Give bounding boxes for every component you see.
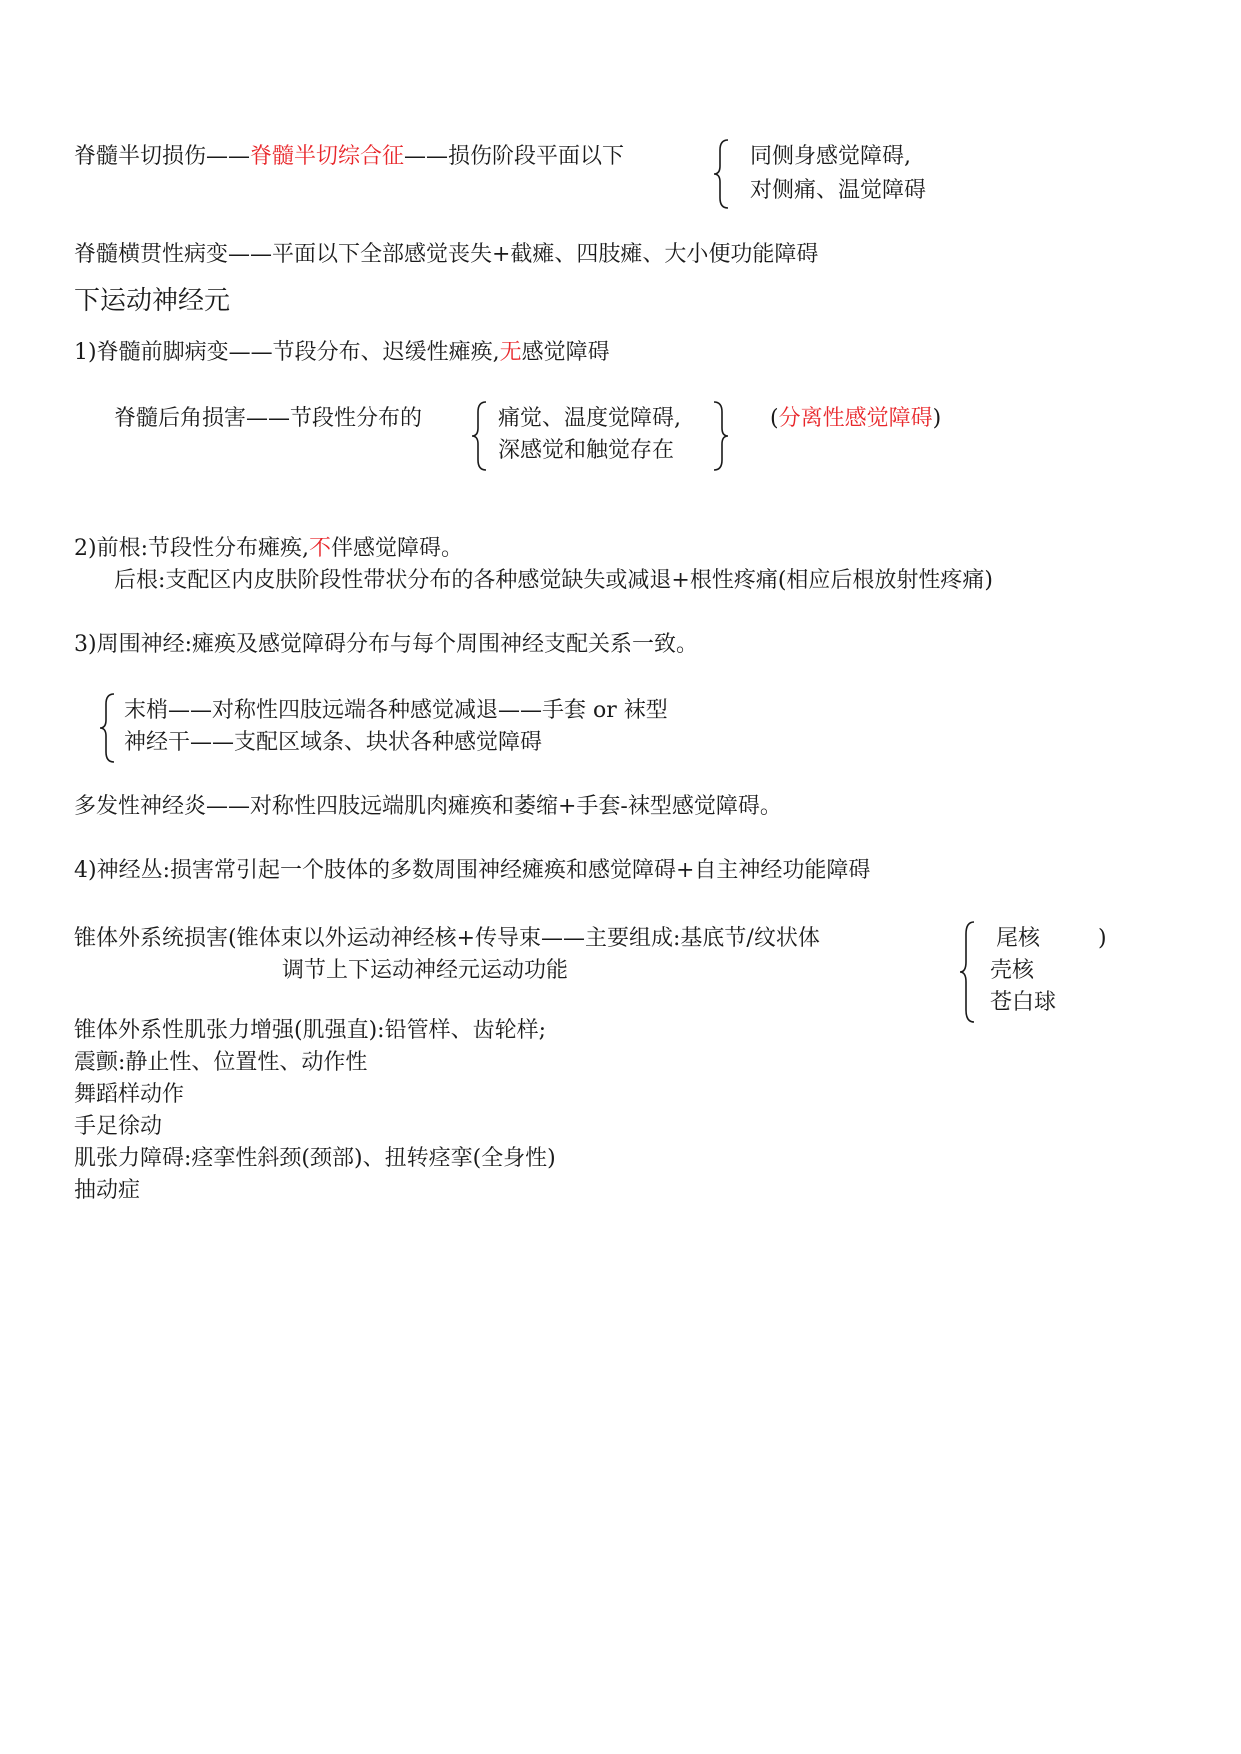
item-4-line: 4)神经丛:损害常引起一个肢体的多数周围神经瘫痪和感觉障碍+自主神经功能障碍 — [74, 858, 871, 883]
anterior-horn-text: 1)脊髓前脚病变——节段分布、迟缓性瘫痪, — [74, 340, 500, 365]
dissociated-sensory-term: 分离性感觉障碍 — [778, 406, 933, 431]
hemisection-line — [74, 142, 624, 172]
hemisection-level-text: ——损伤阶段平面以下 — [404, 144, 625, 169]
basal-ganglia-close-paren: ) — [1098, 926, 1107, 951]
peripheral-item-2: 神经干——支配区域条、块状各种感觉障碍 — [124, 730, 543, 755]
posterior-horn-brace-right — [712, 400, 732, 472]
anterior-horn-sensory: 感觉障碍 — [521, 340, 610, 365]
polyneuritis-line: 多发性神经炎——对称性四肢远端肌肉瘫痪和萎缩+手套-袜型感觉障碍。 — [74, 794, 782, 819]
brown-sequard-term: 脊髓半切综合征 — [250, 144, 405, 169]
transverse-lesion-line: 脊髓横贯性病变——平面以下全部感觉丧失+截瘫、四肢瘫、大小便功能障碍 — [74, 242, 819, 267]
symptom-item-2: 震颤:静止性、位置性、动作性 — [74, 1050, 368, 1075]
symptom-item-4: 手足徐动 — [74, 1114, 163, 1139]
symptom-item-5: 肌张力障碍:痉挛性斜颈(颈部)、扭转痉挛(全身性) — [74, 1146, 556, 1171]
anterior-horn-no: 无 — [499, 340, 522, 365]
item-3-line: 3)周围神经:瘫痪及感觉障碍分布与每个周围神经支配关系一致。 — [74, 632, 698, 657]
hemisection-item-2: 对侧痛、温觉障碍 — [750, 178, 927, 203]
anterior-root-sensory: 伴感觉障碍。 — [331, 536, 464, 561]
basal-ganglia-item-1: 尾核 — [996, 926, 1041, 951]
item-1-line — [74, 338, 610, 368]
basal-ganglia-item-3: 苍白球 — [990, 990, 1057, 1015]
symptom-item-3: 舞蹈样动作 — [74, 1082, 185, 1107]
anterior-root-text: 2)前根:节段性分布瘫痪, — [74, 536, 309, 561]
anterior-root-not: 不 — [309, 536, 332, 561]
peripheral-item-1: 末梢——对称性四肢远端各种感觉减退——手套 or 袜型 — [124, 698, 668, 723]
posterior-horn-item-2: 深感觉和触觉存在 — [498, 438, 675, 463]
item-2-line — [74, 534, 463, 564]
peripheral-nerve-brace — [98, 692, 118, 764]
hemisection-item-1: 同侧身感觉障碍, — [750, 144, 911, 169]
extrapyramidal-line-2: 调节上下运动神经元运动功能 — [282, 958, 569, 983]
basal-ganglia-brace — [958, 920, 978, 1024]
symptom-item-1: 锥体外系性肌张力增强(肌强直):铅管样、齿轮样; — [74, 1018, 546, 1043]
section-heading: 下运动神经元 — [74, 286, 231, 316]
posterior-horn-brace-left — [470, 400, 490, 472]
extrapyramidal-line-1: 锥体外系统损害(锥体束以外运动神经核+传导束——主要组成:基底节/纹状体 — [74, 926, 820, 951]
hemisection-text: 脊髓半切损伤—— — [74, 144, 251, 169]
dissociated-sensory-note — [770, 404, 941, 434]
symptom-item-6: 抽动症 — [74, 1178, 141, 1203]
posterior-horn-item-1: 痛觉、温度觉障碍, — [498, 406, 681, 431]
basal-ganglia-item-2: 壳核 — [990, 958, 1035, 983]
hemisection-brace — [712, 138, 732, 210]
posterior-horn-line: 脊髓后角损害——节段性分布的 — [114, 406, 423, 431]
note-open-paren: ( — [770, 406, 779, 431]
note-close-paren: ) — [932, 406, 942, 431]
posterior-root-line: 后根:支配区内皮肤阶段性带状分布的各种感觉缺失或减退+根性疼痛(相应后根放射性疼痛) — [114, 568, 994, 593]
